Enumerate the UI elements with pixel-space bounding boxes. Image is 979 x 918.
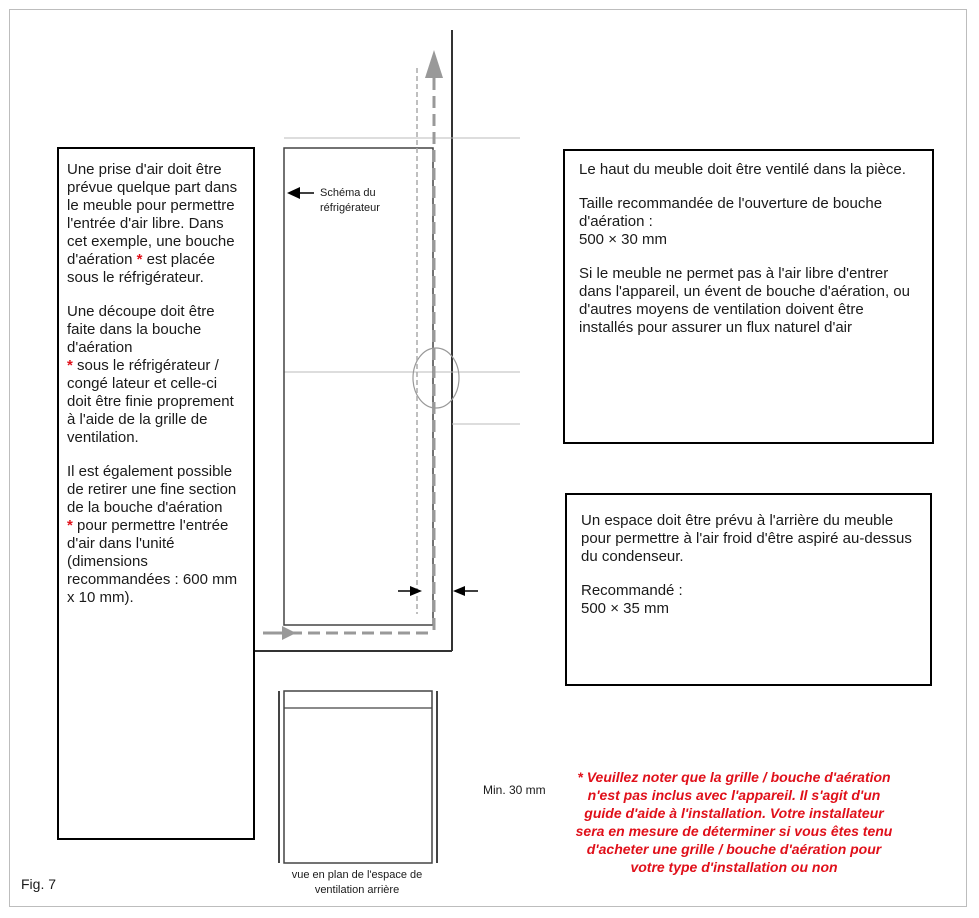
figure-number: Fig. 7: [21, 876, 57, 892]
top-vent-paragraph: Le haut du meuble doit être ventilé dans la pièce.: [579, 161, 906, 178]
asterisk: *: [67, 357, 73, 374]
section-paragraph: Il est également possible de retirer une fine section de la bouche d'aération * pour permettre l'entrée d'air dans l'unité (dimensions recommandées : 600 mm x 10 mm).: [67, 463, 238, 606]
airflow-up-arrow: [425, 50, 443, 78]
gap-arrow-left: [410, 586, 422, 596]
intake-paragraph: Une prise d'air doit être prévue quelque part dans le meuble pour permettre l'entrée d'air libre. Dans cet exemple, une bouche d'aération * est placée sous le réfrigérateur.: [67, 161, 238, 286]
top-ventilation-info-box: [563, 149, 934, 444]
recommended-space-paragraph: Recommandé : 500 × 35 mm: [581, 582, 683, 617]
air-intake-info-box: [57, 147, 255, 840]
airflow-in-arrow: [282, 626, 296, 640]
rear-space-paragraph: Un espace doit être prévu à l'arrière du meuble pour permettre à l'air froid d'être aspiré au-dessus du condenseur.: [581, 512, 912, 565]
plan-view-box: [284, 691, 432, 863]
asterisk: *: [67, 517, 73, 534]
cutout-paragraph: Une découpe doit être faite dans la bouche d'aération * sous le réfrigérateur / congé lateur et celle-ci doit être finie proprement à l'aide de la grille de ventilation.: [67, 303, 234, 446]
gap-arrow-right: [453, 586, 465, 596]
plan-view-caption: vue en plan de l'espace de ventilation arrière: [291, 869, 423, 896]
min-gap-label: Min. 30 mm: [483, 783, 546, 797]
rear-space-info-box: [565, 493, 932, 686]
refrigerator-outline: [284, 148, 433, 625]
alternative-vent-paragraph: Si le meuble ne permet pas à l'air libre d'entrer dans l'appareil, un évent de bouche d'aération, ou d'autres moyens de ventilation doivent être installés pour assurer un flux naturel d'air: [579, 265, 910, 336]
refrigerator-schema-label: Schéma du réfrigérateur: [320, 187, 380, 214]
recommended-opening-paragraph: Taille recommandée de l'ouverture de bouche d'aération : 500 × 30 mm: [579, 195, 883, 248]
installation-note: * Veuillez noter que la grille / bouche d'aération n'est pas inclus avec l'appareil. Il s'agit d'un guide d'aide à l'installation. Votre installateur sera en mesure de déterminer si vous êtes tenu d'acheter une grille / bouche d'aération pour votre type d'installation ou non: [575, 769, 893, 875]
schema-pointer-arrow: [287, 187, 300, 199]
asterisk: *: [136, 251, 143, 268]
